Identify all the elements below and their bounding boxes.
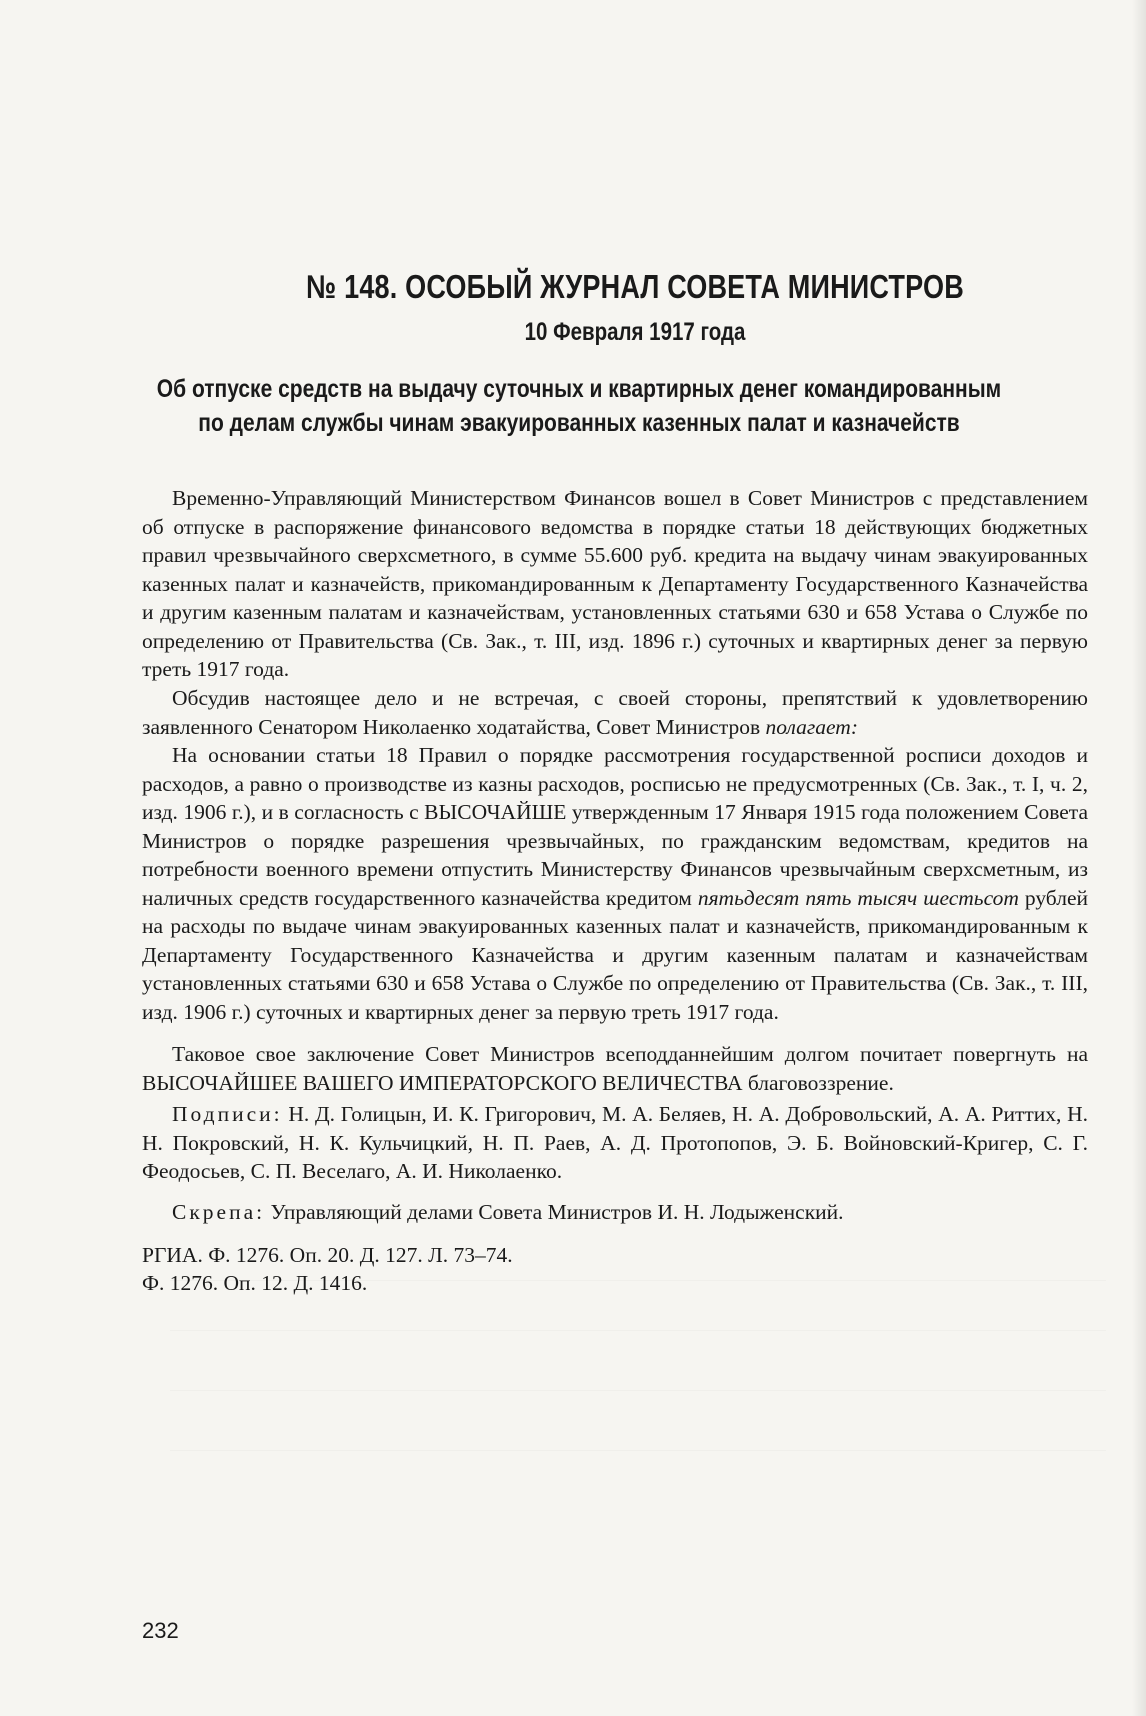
signatures-names: Н. Д. Голицын, И. К. Григорович, М. А. Беляев, Н. А. Добровольский, А. А. Риттих, Н. Н. Покровский, Н. К. Кульчицкий, Н. П. Раев, А. Д. Протопопов, Э. Б. Войновский-Кригер, С. Г. Феодосьев, С. П. Веселаго, А. И. Николаенко. xyxy=(142,1102,1088,1183)
signatures-label: Подписи: xyxy=(172,1102,283,1126)
page-number: 232 xyxy=(142,1618,179,1643)
seal-value: Управляющий делами Совета Министров И. Н. Лодыженский. xyxy=(270,1200,844,1224)
seal-text xyxy=(142,1198,1088,1227)
paragraph-text: Временно-Управляющий Министерством Финансов вошел в Совет Министров с представлением об отпуске в распоряжение финансового ведомства в порядке статьи 18 действующих бюджетных правил чрезвычайного сверхсметного, в сумме 55.600 руб. кредита на выдачу чинам эвакуированных казенных палат и казначейств, прикомандированным к Департаменту Государственного Казначейства и другим казенным палатам и казначействам, установленных статьями 630 и 658 Устава о Службе по определению от Правительства (Св. Зак., т. III, изд. 1896 г.) суточных и квартирных денег за первую треть 1917 года. xyxy=(142,486,1088,681)
paragraph-conclusion xyxy=(142,1040,1088,1097)
page-edge-shadow xyxy=(1132,0,1146,1716)
signatures-text xyxy=(142,1100,1088,1186)
paragraph-text-main: Обсудив настоящее дело и не встречая, с своей стороны, препятствий к удовлетворению заявленного Сенатором Николаенко ходатайства, Совет Министров xyxy=(142,686,1088,739)
paragraph-resolution xyxy=(142,741,1088,1026)
paragraph-discussion xyxy=(142,684,1088,741)
archive-ref-secondary: Ф. 1276. Оп. 12. Д. 1416. xyxy=(142,1271,368,1295)
paragraph-text: Таковое свое заключение Совет Министров всеподданнейшим долгом почитает повергнуть на ВЫСОЧАЙШЕЕ ВАШЕГО ИМПЕРАТОРСКОГО ВЕЛИЧЕСТВА благовоззрение. xyxy=(142,1042,1088,1095)
signatures-block xyxy=(142,1100,1088,1186)
seal-label: Скрепа: xyxy=(172,1200,266,1224)
seal-block xyxy=(142,1198,1088,1227)
resolution-text-before: На основании статьи 18 Правил о порядке рассмотрения государственной росписи доходов и расходов, а равно о производстве из казны расходов, росписью не предусмотренных (Св. Зак., т. I, ч. 2, изд. 1906 г.), и в согласность с ВЫСОЧАЙШЕ утвержденным 17 Января 1915 года положением Совета Министров о порядке разрешения чрезвычайных, по гражданским ведомствам, кредитов на потребности военного времени отпустить Министерству Финансов чрезвычайным сверхсметным, из наличных средств государственного казначейства кредитом xyxy=(142,743,1088,910)
paragraph-representation xyxy=(142,484,1088,684)
resolution-text-after: рублей на расходы по выдаче чинам эвакуированных казенных палат и казначейств, прикомандированным к Департаменту Государственного Казначейства и другим казенным палатам и казначействам установленных статьями 630 и 658 Устава о Службе по определению от Правительства (Св. Зак., т. III, изд. 1906 г.) суточных и квартирных денег за первую треть 1917 года. xyxy=(142,885,1088,1024)
archive-ref-primary: РГИА. Ф. 1276. Оп. 20. Д. 127. Л. 73–74. xyxy=(142,1243,513,1267)
subject-line-2: по делам службы чинам эвакуированных казенных палат и казначейств xyxy=(198,409,960,437)
emphasized-verb: полагает: xyxy=(765,714,858,739)
paragraph-text xyxy=(142,741,1088,1026)
subject-line-1: Об отпуске средств на выдачу суточных и квартирных денег командированным xyxy=(156,375,1002,403)
document-title: № 148. ОСОБЫЙ ЖУРНАЛ СОВЕТА МИНИСТРОВ xyxy=(306,268,964,305)
amount-in-words: пятьдесят пять тысяч шестьсот xyxy=(697,885,1019,910)
bleed-through-line xyxy=(170,1390,1106,1391)
bleed-through-line xyxy=(170,1450,1106,1451)
paragraph-text xyxy=(142,684,1088,741)
document-subject xyxy=(98,372,1061,440)
archive-references xyxy=(142,1241,513,1297)
document-date: 10 Февраля 1917 года xyxy=(524,318,746,346)
bleed-through-line xyxy=(170,1330,1106,1331)
